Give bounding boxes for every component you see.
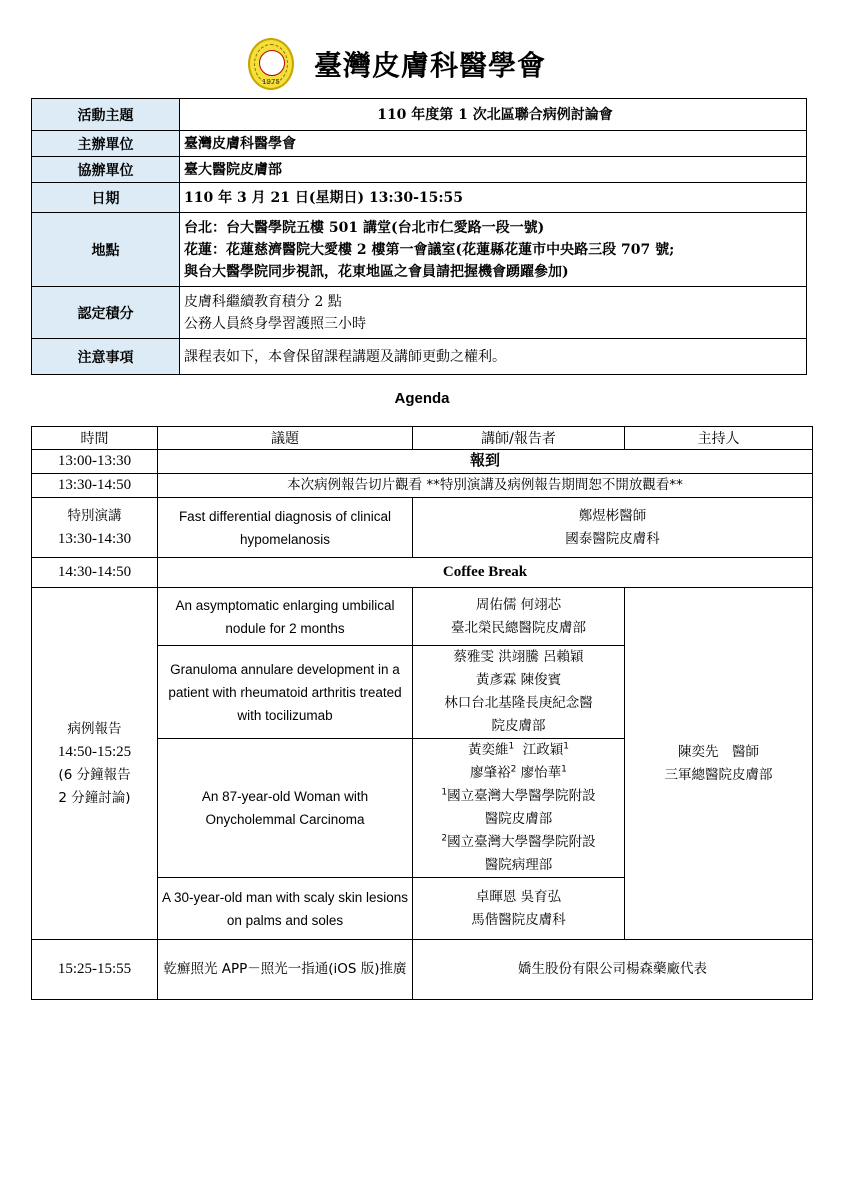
case-topic: A 30-year-old man with scaly skin lesions on palms and soles (158, 878, 413, 940)
value-co-organizer: 臺大醫院皮膚部 (180, 157, 807, 183)
special-lecture-time (32, 498, 158, 558)
special-lecture-topic: Fast differential diagnosis of clinical hypomelanosis (158, 498, 413, 558)
speaker-name: 江政穎 (522, 742, 564, 758)
moderator (625, 588, 813, 940)
value-date: 110 年 3 月 21 日(星期日) 13:30-15:55 (180, 183, 807, 213)
special-lecture-range: 13:30-14:30 (57, 530, 132, 547)
case-report-time (32, 588, 158, 940)
label-organizer: 主辦單位 (32, 131, 180, 157)
speaker-affiliation: 國立臺灣大學醫學院附設 (447, 788, 596, 804)
speaker-affiliation: 醫院皮膚部 (484, 811, 553, 827)
promo-topic: 乾癬照光 APP－照光一指通(iOS 版)推廣 (158, 940, 413, 1000)
credit-line: 公務人員終身學習護照三小時 (184, 315, 366, 332)
special-lecture-label: 特別演講 (67, 507, 122, 524)
venue-line: 台北：台大醫學院五樓 501 講堂(台北市仁愛路一段一號) (184, 219, 545, 236)
society-logo-icon (248, 38, 294, 90)
label-venue: 地點 (32, 213, 180, 287)
agenda-title: Agenda (394, 390, 450, 407)
speaker-name: 廖肇裕 (470, 765, 511, 781)
label-co-organizer: 協辦單位 (32, 157, 180, 183)
registration-label: 報到 (158, 450, 813, 474)
case-report-note: 2 分鐘討論) (58, 789, 131, 806)
credit-line: 皮膚科繼續教育積分 2 點 (184, 293, 342, 310)
coffee-break: Coffee Break (158, 558, 813, 588)
value-organizer: 臺灣皮膚科醫學會 (180, 131, 807, 157)
speaker-affiliation: 國立臺灣大學醫學院附設 (447, 834, 596, 850)
value-topic: 110 年度第 1 次北區聯合病例討論會 (180, 99, 807, 131)
slide-viewing-time: 13:30-14:50 (32, 474, 158, 498)
registration-time: 13:00-13:30 (32, 450, 158, 474)
moderator-name: 陳奕先 醫師 (678, 743, 759, 760)
header-moderator: 主持人 (625, 427, 813, 450)
speaker-name: 黃奕維 (467, 742, 509, 758)
case-speaker: 周佑儒 何翊芯 臺北榮民總醫院皮膚部 (413, 588, 625, 646)
special-lecture-speaker (413, 498, 813, 558)
venue-line: 與台大醫學院同步視訊，花東地區之會員請把握機會踴躍參加) (184, 263, 569, 280)
case-speaker: 黃奕維$^1$ 江政穎$^1$ 廖肇裕$^2$ 廖怡華$^1$ $^1$國立臺灣大學醫學院附設 醫院皮膚部 $^2$國立臺灣大學醫學院附設 醫院病理部 (413, 739, 625, 878)
label-topic: 活動主題 (32, 99, 180, 131)
label-notes: 注意事項 (32, 339, 180, 375)
moderator-affiliation: 三軍總醫院皮膚部 (664, 766, 773, 783)
case-report-range: 14:50-15:25 (57, 743, 132, 760)
case-speaker: 卓暉恩 吳育弘 馬偕醫院皮膚科 (413, 878, 625, 940)
header-speaker: 講師/報告者 (413, 427, 625, 450)
logo-year: 1975 (262, 78, 280, 86)
event-info-table (31, 98, 807, 375)
promo-time: 15:25-15:55 (32, 940, 158, 1000)
case-report-label: 病例報告 (67, 720, 122, 737)
venue-line: 花蓮：花蓮慈濟醫院大愛樓 2 樓第一會議室(花蓮縣花蓮市中央路三段 707 號; (184, 241, 675, 258)
slide-viewing-note: 本次病例報告切片觀看 **特別演講及病例報告期間恕不開放觀看** (158, 474, 813, 498)
header (248, 36, 546, 92)
speaker-affiliation: 醫院病理部 (484, 857, 553, 873)
value-credits (180, 287, 807, 339)
coffee-time: 14:30-14:50 (32, 558, 158, 588)
case-topic: An asymptomatic enlarging umbilical nodule for 2 months (158, 588, 413, 646)
case-topic: Granuloma annulare development in a patient with rheumatoid arthritis treated with tocilizumab (158, 646, 413, 739)
header-time: 時間 (32, 427, 158, 450)
case-report-note: (6 分鐘報告 (58, 766, 131, 783)
speaker-affiliation: 國泰醫院皮膚科 (565, 530, 660, 547)
header-topic: 議題 (158, 427, 413, 450)
case-topic: An 87-year-old Woman with Onycholemmal Carcinoma (158, 739, 413, 878)
value-notes: 課程表如下，本會保留課程講題及講師更動之權利。 (180, 339, 807, 375)
organization-title: 臺灣皮膚科醫學會 (314, 49, 547, 82)
value-venue (180, 213, 807, 287)
promo-speaker: 嬌生股份有限公司楊森藥廠代表 (413, 940, 813, 1000)
case-speaker: 蔡雅雯 洪翊騰 呂賴穎 黃彥霖 陳俊賓 林口台北基隆長庚紀念醫 院皮膚部 (413, 646, 625, 739)
agenda-table (31, 426, 813, 1000)
label-date: 日期 (32, 183, 180, 213)
speaker-name: 廖怡華 (520, 765, 562, 781)
label-credits: 認定積分 (32, 287, 180, 339)
speaker-name: 鄭煜彬醫師 (578, 507, 647, 524)
